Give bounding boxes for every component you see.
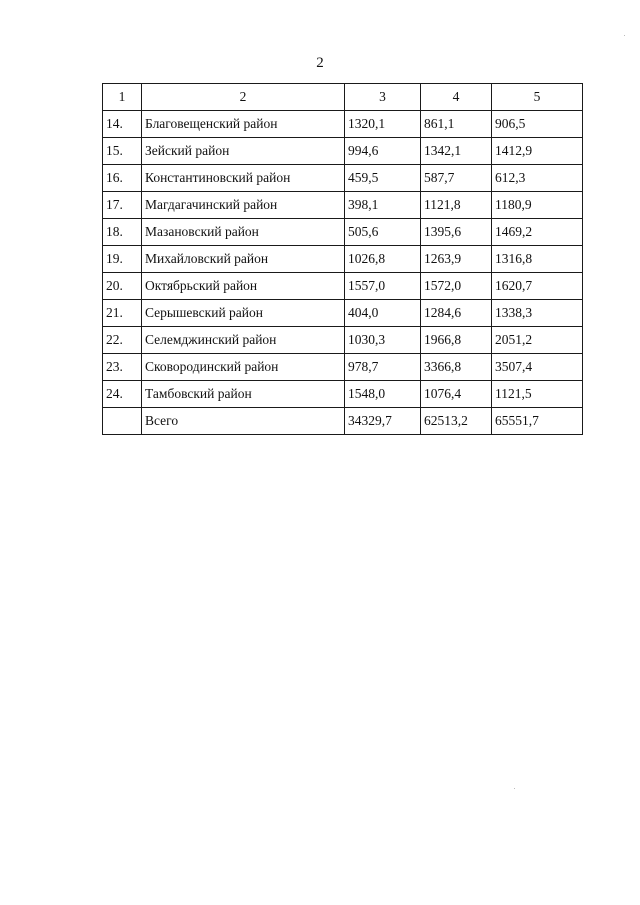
value-col-4-cell: 3366,8: [421, 354, 492, 381]
value-col-4-cell: 587,7: [421, 165, 492, 192]
table-row: [103, 165, 583, 192]
value-col-3-cell: 1030,3: [345, 327, 421, 354]
district-name-cell: Всего: [142, 408, 345, 435]
table-row: [103, 381, 583, 408]
page-number: 2: [316, 55, 324, 71]
table-row: [103, 219, 583, 246]
district-name-cell: Зейский район: [142, 138, 345, 165]
table-row: [103, 327, 583, 354]
district-name-cell: Мазановский район: [142, 219, 345, 246]
row-number-cell: 17.: [103, 192, 142, 219]
value-col-5-cell: 906,5: [492, 111, 583, 138]
district-name-cell: Благовещенский район: [142, 111, 345, 138]
district-name-cell: Михайловский район: [142, 246, 345, 273]
district-name-cell: Селемджинский район: [142, 327, 345, 354]
table-row: [103, 111, 583, 138]
district-name-cell: Магдагачинский район: [142, 192, 345, 219]
row-number-cell: 14.: [103, 111, 142, 138]
district-name-cell: Тамбовский район: [142, 381, 345, 408]
value-col-3-cell: 1557,0: [345, 273, 421, 300]
table-row: [103, 273, 583, 300]
value-col-5-cell: 612,3: [492, 165, 583, 192]
district-name-cell: Серышевский район: [142, 300, 345, 327]
district-name-cell: Константиновский район: [142, 165, 345, 192]
row-number-cell: 20.: [103, 273, 142, 300]
value-col-4-cell: 1263,9: [421, 246, 492, 273]
budget-table: [102, 83, 583, 435]
value-col-5-cell: 1620,7: [492, 273, 583, 300]
value-col-4-cell: 1395,6: [421, 219, 492, 246]
value-col-3-cell: 459,5: [345, 165, 421, 192]
row-number-cell: 16.: [103, 165, 142, 192]
value-col-3-cell: 34329,7: [345, 408, 421, 435]
scan-speck: [624, 35, 625, 36]
value-col-5-cell: 1180,9: [492, 192, 583, 219]
value-col-3-cell: 398,1: [345, 192, 421, 219]
header-cell-col-2: 2: [142, 84, 345, 111]
value-col-5-cell: 3507,4: [492, 354, 583, 381]
value-col-4-cell: 1284,6: [421, 300, 492, 327]
row-number-cell: 18.: [103, 219, 142, 246]
district-name-cell: Сковородинский район: [142, 354, 345, 381]
value-col-4-cell: 1572,0: [421, 273, 492, 300]
value-col-3-cell: 505,6: [345, 219, 421, 246]
value-col-3-cell: 1548,0: [345, 381, 421, 408]
row-number-cell: 24.: [103, 381, 142, 408]
header-cell-col-1: 1: [103, 84, 142, 111]
row-number-cell: 19.: [103, 246, 142, 273]
value-col-4-cell: 861,1: [421, 111, 492, 138]
value-col-5-cell: 1469,2: [492, 219, 583, 246]
header-cell-col-3: 3: [345, 84, 421, 111]
value-col-5-cell: 1121,5: [492, 381, 583, 408]
value-col-4-cell: 1342,1: [421, 138, 492, 165]
value-col-5-cell: 1338,3: [492, 300, 583, 327]
table-row: [103, 246, 583, 273]
value-col-3-cell: 994,6: [345, 138, 421, 165]
value-col-3-cell: 1320,1: [345, 111, 421, 138]
value-col-3-cell: 1026,8: [345, 246, 421, 273]
value-col-4-cell: 62513,2: [421, 408, 492, 435]
value-col-4-cell: 1121,8: [421, 192, 492, 219]
scan-speck: [514, 788, 515, 789]
value-col-4-cell: 1076,4: [421, 381, 492, 408]
row-number-cell: [103, 408, 142, 435]
row-number-cell: 15.: [103, 138, 142, 165]
row-number-cell: 22.: [103, 327, 142, 354]
value-col-5-cell: 2051,2: [492, 327, 583, 354]
value-col-5-cell: 1412,9: [492, 138, 583, 165]
table-row: [103, 138, 583, 165]
table-row: [103, 354, 583, 381]
value-col-5-cell: 1316,8: [492, 246, 583, 273]
header-cell-col-4: 4: [421, 84, 492, 111]
table-body: [103, 84, 583, 435]
value-col-3-cell: 978,7: [345, 354, 421, 381]
value-col-4-cell: 1966,8: [421, 327, 492, 354]
value-col-3-cell: 404,0: [345, 300, 421, 327]
row-number-cell: 23.: [103, 354, 142, 381]
district-name-cell: Октябрьский район: [142, 273, 345, 300]
table-row: [103, 300, 583, 327]
table-header-row: [103, 84, 583, 111]
table-total-row: [103, 408, 583, 435]
value-col-5-cell: 65551,7: [492, 408, 583, 435]
row-number-cell: 21.: [103, 300, 142, 327]
table-row: [103, 192, 583, 219]
header-cell-col-5: 5: [492, 84, 583, 111]
